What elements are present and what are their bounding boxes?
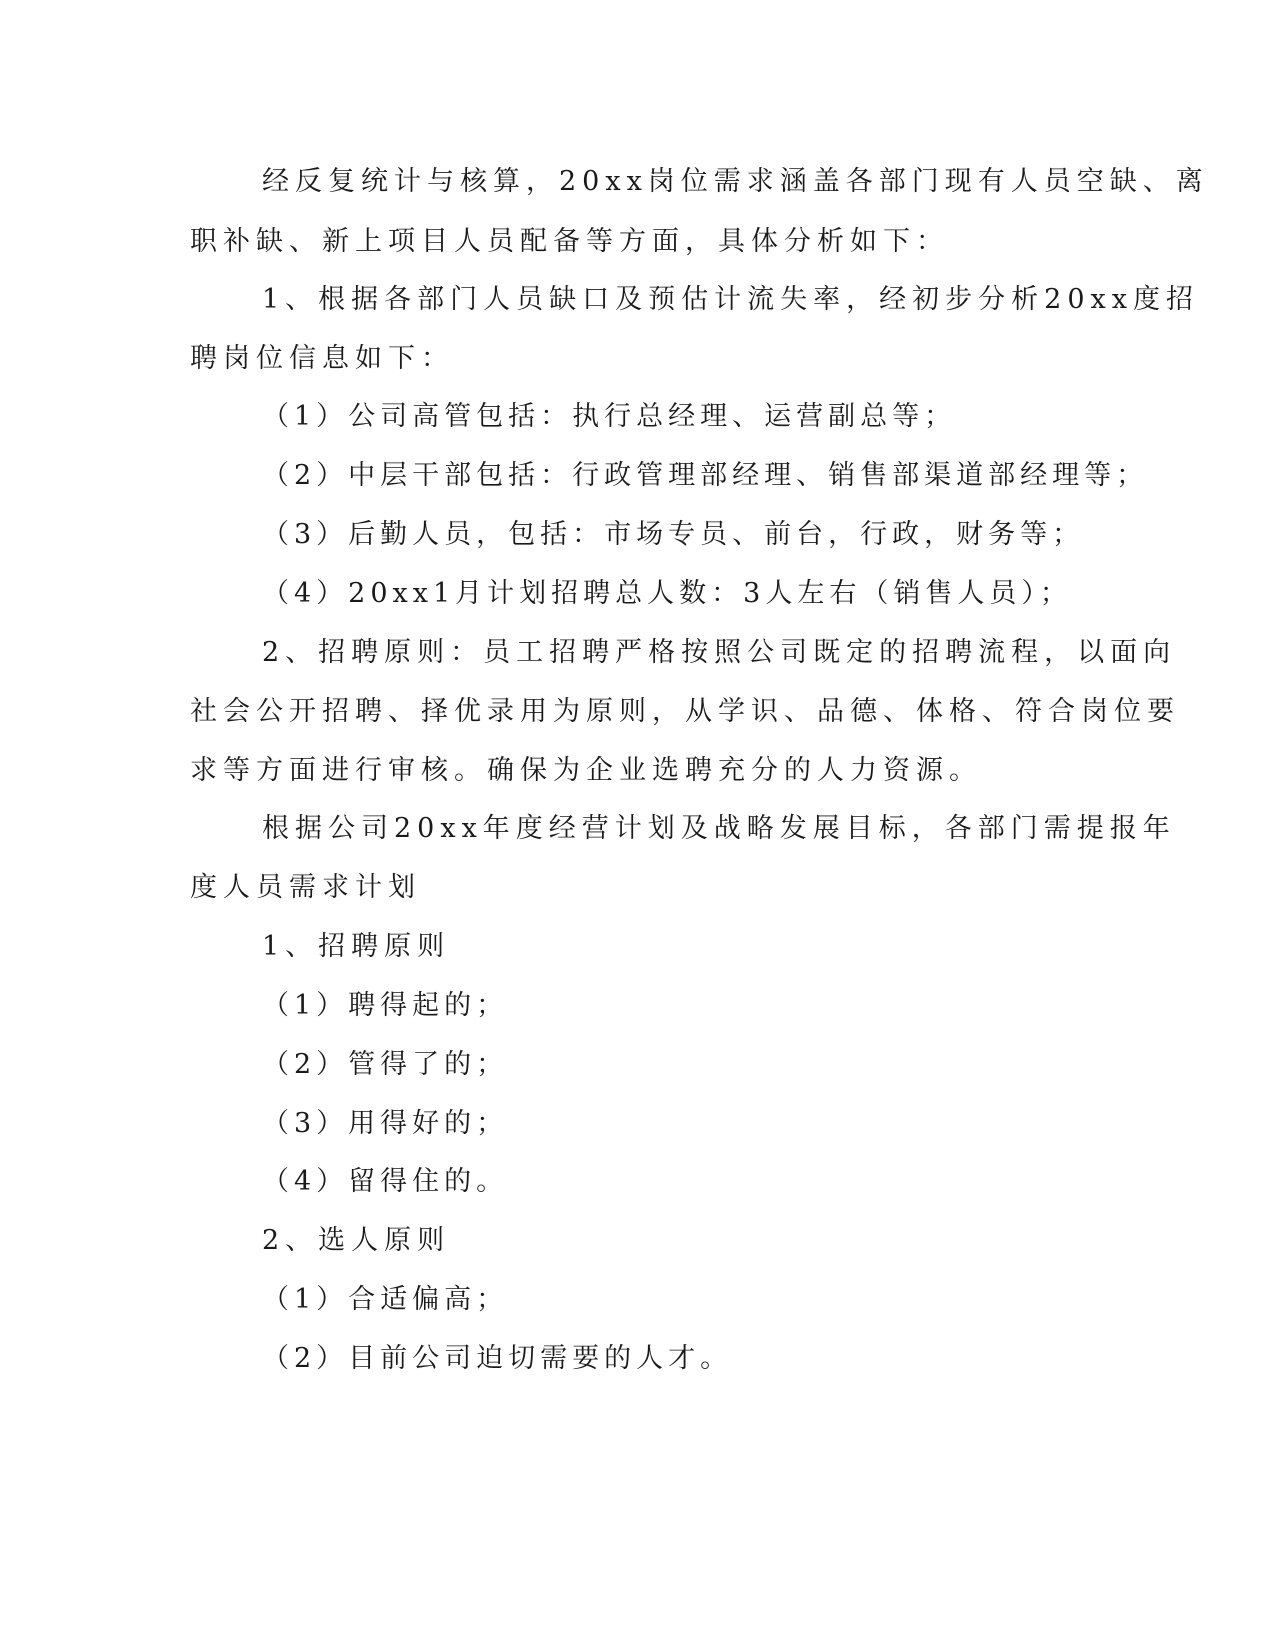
paragraph-plan-line-1: 根据公司20xx年度经营计划及战略发展目标，各部门需提报年: [262, 813, 1176, 844]
list-item-suitable: （1）合适偏高；: [262, 1284, 509, 1315]
list-item-hiring-total: （4）20xx1月计划招聘总人数：3人左右（销售人员）；: [262, 578, 1072, 609]
paragraph-plan-line-2: 度人员需求计划: [190, 872, 421, 903]
paragraph-intro-line-2: 职补缺、新上项目人员配备等方面，具体分析如下：: [190, 226, 949, 257]
paragraph-point1-line-1: 1、根据各部门人员缺口及预估计流失率，经初步分析20xx度招: [262, 284, 1199, 315]
section-heading-selection-principles: 2、选人原则: [262, 1225, 451, 1256]
list-item-manageable: （2）管得了的；: [262, 1049, 509, 1080]
paragraph-point2-line-2: 社会公开招聘、择优录用为原则，从学识、品德、体格、符合岗位要: [190, 696, 1180, 727]
list-item-retainable: （4）留得住的。: [262, 1166, 509, 1197]
list-item-urgent-talent: （2）目前公司迫切需要的人才。: [262, 1343, 733, 1374]
list-item-senior-management: （1）公司高管包括：执行总经理、运营副总等；: [262, 401, 957, 432]
paragraph-point1-line-2: 聘岗位信息如下：: [190, 343, 454, 374]
paragraph-intro-line-1: 经反复统计与核算，20xx岗位需求涵盖各部门现有人员空缺、离: [262, 166, 1209, 197]
list-item-affordable: （1）聘得起的；: [262, 990, 509, 1021]
paragraph-point2-line-1: 2、招聘原则：员工招聘严格按照公司既定的招聘流程，以面向: [262, 637, 1177, 668]
list-item-middle-management: （2）中层干部包括：行政管理部经理、销售部渠道部经理等；: [262, 460, 1149, 491]
list-item-support-staff: （3）后勤人员，包括：市场专员、前台，行政，财务等；: [262, 519, 1085, 550]
paragraph-point2-line-3: 求等方面进行审核。确保为企业选聘充分的人力资源。: [190, 755, 982, 786]
list-item-usable: （3）用得好的；: [262, 1108, 509, 1139]
section-heading-recruit-principles: 1、招聘原则: [262, 931, 451, 962]
